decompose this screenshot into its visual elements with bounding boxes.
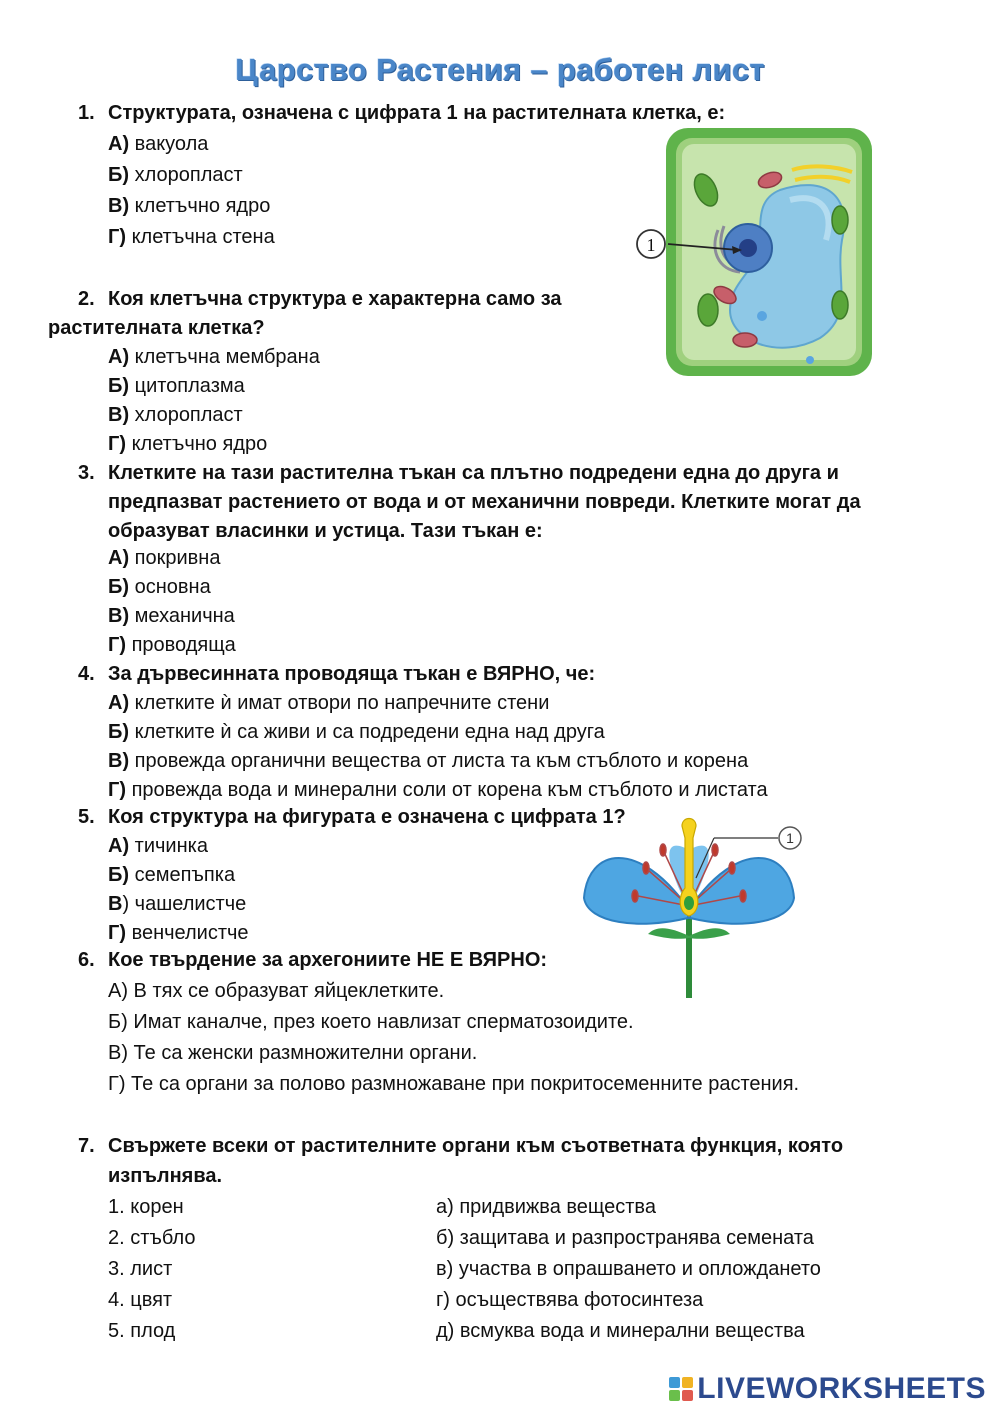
option-text: клетъчно ядро bbox=[134, 195, 271, 217]
q5-option-d[interactable] bbox=[108, 919, 249, 948]
option-letter: Г) bbox=[108, 634, 126, 656]
plant-cell-figure bbox=[630, 120, 880, 382]
organ-item: 5. плод bbox=[108, 1320, 176, 1342]
q6-option-b[interactable]: Б) Имат каналче, през което навлизат сперматозоидите. bbox=[108, 1011, 634, 1033]
organ-item: 4. цвят bbox=[108, 1289, 173, 1311]
q3-option-d[interactable] bbox=[108, 631, 236, 660]
question-text: Кое твърдение за архегониите НЕ Е ВЯРНО: bbox=[108, 949, 548, 971]
question-2 bbox=[78, 285, 562, 314]
option-text: провежда органични вещества от листа та към стъблото и корена bbox=[134, 750, 749, 772]
option-text: ) чашелистче bbox=[122, 893, 247, 915]
question-number: 3. bbox=[78, 462, 95, 484]
flower-figure bbox=[578, 808, 838, 1000]
page-title: Царство Растения – работен лист bbox=[235, 52, 765, 87]
question-number: 4. bbox=[78, 663, 95, 685]
option-letter: В) bbox=[108, 750, 130, 772]
option-letter: А) bbox=[108, 346, 130, 368]
question-number: 5. bbox=[78, 806, 95, 828]
question-number: 6. bbox=[78, 949, 95, 971]
q5-option-b[interactable] bbox=[108, 861, 235, 890]
question-text-line-2: предпазват растението от вода и от механични повреди. Клетките могат да bbox=[108, 491, 861, 513]
option-letter: А) bbox=[108, 133, 130, 155]
q1-option-b[interactable] bbox=[108, 161, 243, 190]
function-item: б) защитава и разпространява семената bbox=[436, 1227, 814, 1249]
option-text: клетките ѝ са живи и са подредени една над друга bbox=[134, 721, 605, 743]
q2-option-c[interactable] bbox=[108, 401, 243, 430]
question-text-line-1: Свържете всеки от растителните органи към съответната функция, която bbox=[108, 1135, 844, 1157]
question-4 bbox=[78, 660, 595, 689]
cell-figure-label: 1 bbox=[646, 235, 656, 255]
option-text: тичинка bbox=[134, 835, 208, 857]
function-item: г) осъществява фотосинтеза bbox=[436, 1289, 704, 1311]
option-letter: Г) bbox=[108, 922, 126, 944]
q4-option-d[interactable] bbox=[108, 776, 768, 805]
q3-option-a[interactable] bbox=[108, 544, 220, 573]
question-text: За дървесинната проводяща тъкан е ВЯРНО, че: bbox=[108, 663, 596, 685]
q4-option-b[interactable] bbox=[108, 718, 605, 747]
option-text: хлоропласт bbox=[134, 164, 243, 186]
option-text: клетките ѝ имат отвори по напречните стени bbox=[134, 692, 550, 714]
option-text: цитоплазма bbox=[134, 375, 245, 397]
q3-option-c[interactable] bbox=[108, 602, 235, 631]
option-letter: Б) bbox=[108, 864, 130, 886]
question-7 bbox=[78, 1132, 843, 1161]
question-3 bbox=[78, 459, 839, 488]
option-text: венчелистче bbox=[131, 922, 249, 944]
question-text-line-2: изпълнява. bbox=[108, 1165, 223, 1187]
option-letter: В) bbox=[108, 605, 130, 627]
option-letter: Г) bbox=[108, 779, 126, 801]
q2-option-d[interactable] bbox=[108, 430, 267, 459]
function-item: в) участва в опрашването и оплождането bbox=[436, 1258, 821, 1280]
option-text: провежда вода и минерални соли от корена към стъблото и листата bbox=[131, 779, 768, 801]
liveworksheets-logo bbox=[669, 1372, 986, 1406]
question-number: 7. bbox=[78, 1135, 95, 1157]
option-letter: А) bbox=[108, 692, 130, 714]
q2-option-a[interactable] bbox=[108, 343, 320, 372]
option-letter: А) bbox=[108, 835, 130, 857]
option-text: клетъчна мембрана bbox=[134, 346, 320, 368]
option-text: вакуола bbox=[134, 133, 209, 155]
option-letter: Б) bbox=[108, 164, 130, 186]
question-number: 1. bbox=[78, 102, 95, 124]
option-text: механична bbox=[134, 605, 235, 627]
option-letter: Б) bbox=[108, 576, 130, 598]
option-letter: Б) bbox=[108, 375, 130, 397]
question-text-line-1: Клетките на тази растителна тъкан са плътно подредени една до друга и bbox=[108, 462, 839, 484]
flower-figure-label: 1 bbox=[786, 830, 794, 846]
q5-option-c[interactable] bbox=[108, 890, 246, 919]
question-text-line-3: образуват власинки и устица. Тази тъкан е: bbox=[108, 520, 543, 542]
logo-icon bbox=[669, 1377, 693, 1401]
option-letter: Б) bbox=[108, 721, 130, 743]
q2-option-b[interactable] bbox=[108, 372, 245, 401]
organ-item: 2. стъбло bbox=[108, 1227, 196, 1249]
q6-option-c[interactable]: В) Те са женски размножителни органи. bbox=[108, 1042, 478, 1064]
q4-option-a[interactable] bbox=[108, 689, 549, 718]
option-letter: Г) bbox=[108, 433, 126, 455]
question-6 bbox=[78, 946, 547, 975]
question-text-line-1: Коя клетъчна структура е характерна само за bbox=[108, 288, 562, 310]
question-1 bbox=[78, 99, 725, 128]
q6-option-a[interactable]: А) В тях се образуват яйцеклетките. bbox=[108, 980, 445, 1002]
q5-option-a[interactable] bbox=[108, 832, 208, 861]
question-text: Коя структура на фигурата е означена с цифрата 1? bbox=[108, 806, 626, 828]
option-letter: В) bbox=[108, 195, 130, 217]
option-text: клетъчна стена bbox=[131, 226, 275, 248]
option-letter: В bbox=[108, 893, 123, 915]
question-text: Структурата, означена с цифрата 1 на растителната клетка, е: bbox=[108, 102, 726, 124]
option-text: основна bbox=[134, 576, 211, 598]
function-item: д) всмуква вода и минерални вещества bbox=[436, 1320, 805, 1342]
question-5 bbox=[78, 803, 626, 832]
question-number: 2. bbox=[78, 288, 95, 310]
function-item: а) придвижва вещества bbox=[436, 1196, 656, 1218]
option-letter: Г) bbox=[108, 226, 126, 248]
option-text: семепъпка bbox=[134, 864, 236, 886]
option-text: проводяща bbox=[131, 634, 236, 656]
q1-option-a[interactable] bbox=[108, 130, 208, 159]
option-text: покривна bbox=[134, 547, 221, 569]
q1-option-d[interactable] bbox=[108, 223, 275, 252]
q3-option-b[interactable] bbox=[108, 573, 211, 602]
option-letter: А) bbox=[108, 547, 130, 569]
q1-option-c[interactable] bbox=[108, 192, 270, 221]
option-text: хлоропласт bbox=[134, 404, 243, 426]
q4-option-c[interactable] bbox=[108, 747, 748, 776]
question-text-line-2: растителната клетка? bbox=[48, 317, 265, 339]
option-letter: В) bbox=[108, 404, 130, 426]
q6-option-d[interactable]: Г) Те са органи за полово размножаване при покритосеменните растения. bbox=[108, 1073, 800, 1095]
logo-text: LIVEWORKSHEETS bbox=[697, 1372, 986, 1405]
organ-item: 3. лист bbox=[108, 1258, 173, 1280]
organ-item: 1. корен bbox=[108, 1196, 184, 1218]
option-text: клетъчно ядро bbox=[131, 433, 268, 455]
